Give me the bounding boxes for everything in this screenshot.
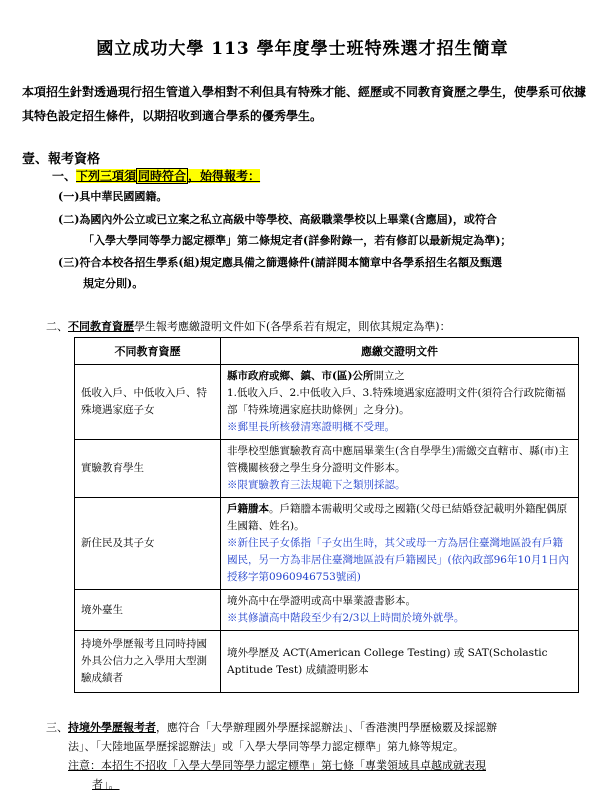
section2-prefix: 二、 [46, 320, 68, 333]
row3-doc-name: 戶籍謄本 [227, 503, 269, 515]
section3-note-line2: 者」。 [92, 778, 120, 791]
row4-detail: 境外高中在學證明或高中畢業證書影本。 [227, 595, 416, 607]
item3-line2: 規定分則)。 [83, 277, 144, 290]
row4-note: ※其修讀高中階段至少有2/3以上時間於境外就學。 [227, 612, 465, 624]
table-row [75, 590, 579, 631]
row3-note: ※新住民子女係指「子女出生時，其父或母一方為居住臺灣地區設有戶籍國民，另一方為非居住臺灣地區設有戶籍國民」(依內政部96年10月1日內授移字第0960946753號函) [227, 537, 569, 583]
table-row [75, 440, 579, 498]
row5-documents: 境外學歷及 ACT(American College Testing) 或 SAT(Scholastic Aptitude Test) 成績證明影本 [221, 631, 579, 693]
item2-line2: 「入學大學同等學力認定標準」第二條規定者(詳參附錄一，若有修訂以最新規定為準)； [83, 234, 512, 247]
table-row [75, 498, 579, 590]
item2-line1: (二)為國內外公立或已立案之私立高級中等學校、高級職業學校以上畢業(含應屆)，或符合 [58, 213, 497, 226]
section3 [46, 718, 594, 794]
row4-documents [221, 590, 579, 631]
sub1-boxed-text: 同時符合 [138, 169, 187, 183]
row3-detail: 。戶籍謄本需載明父或母之國籍(父母已結婚登記載明外籍配偶原生國籍、姓名)。 [227, 503, 568, 532]
section3-text-line2: 法」、「大陸地區學歷採認辦法」或「入學大學同等學力認定標準」第九條等規定。 [68, 740, 464, 753]
row1-category: 低收入戶、中低收入戶、特殊境遇家庭子女 [75, 365, 221, 440]
sub1-highlight [76, 169, 260, 183]
row5-category: 持境外學歷報考且同時持國外具公信力之入學用大型測驗成績者 [75, 631, 221, 693]
table-header-row [75, 338, 579, 365]
documents-table [74, 337, 579, 693]
section3-note-line1: 注意：本招生不招收「入學大學同等學力認定標準」第七條「專業領域具卓越成就表現 [68, 759, 486, 772]
table-header-col2: 應繳交證明文件 [221, 338, 579, 365]
section3-text-line1: ，應符合「大學辦理國外學歷採認辦法」、「香港澳門學歷檢覈及採認辦 [156, 721, 497, 734]
row2-detail: 非學校型態實驗教育高中應屆畢業生(含自學學生)需繳交直轄市、縣(市)主管機關核發之學生身分證明文件影本。 [227, 445, 569, 474]
sub1-part-a: 下列三項須 [76, 169, 137, 183]
requirement-item-3 [58, 252, 586, 294]
row3-documents [221, 498, 579, 590]
row1-note: ※郵里長所核發清寒證明概不受理。 [227, 421, 395, 433]
section2-text: 學生報考應繳證明文件如下(各學系若有規定，則依其規定為準)： [134, 320, 451, 333]
row2-documents [221, 440, 579, 498]
requirement-item-1: (一)具中華民國國籍。 [58, 190, 168, 203]
sub1-part-b: ，始得報考： [188, 169, 261, 183]
section1-heading: 壹、報考資格 [22, 152, 101, 167]
row3-category: 新住民及其子女 [75, 498, 221, 590]
table-header-col1: 不同教育資歷 [75, 338, 221, 365]
table-row [75, 631, 579, 693]
row2-category: 實驗教育學生 [75, 440, 221, 498]
page-title: 國立成功大學 113 學年度學士班特殊選才招生簡章 [96, 39, 509, 59]
section1-sub1 [52, 167, 260, 184]
row4-category: 境外臺生 [75, 590, 221, 631]
intro-paragraph: 本項招生針對透過現行招生管道入學相對不利但具有特殊才能、經歷或不同教育資歷之學生，使學系可依據其特色設定招生條件，以期招收到適合學系的優秀學生。 [22, 85, 587, 123]
row1-issuer: 縣市政府或鄉、鎮、市(區)公所 [227, 370, 374, 382]
row1-issued: 開立之 [373, 370, 405, 382]
row1-detail: 1.低收入戶、2.中低收入戶、3.特殊境遇家庭證明文件(須符合行政院衛福部「特殊境遇家庭扶助條例」之身分)。 [227, 387, 566, 416]
sub1-prefix: 一、 [52, 169, 77, 183]
item3-line1: (三)符合本校各招生學系(組)規定應具備之篩選條件(請詳閱本簡章中各學系招生名額及甄選 [58, 256, 503, 269]
row1-documents [221, 365, 579, 440]
section2-label: 不同教育資歷 [68, 320, 134, 333]
table-row [75, 365, 579, 440]
row2-note: ※限實驗教育三法規範下之類別採認。 [227, 479, 406, 491]
section3-label: 持境外學歷報考者 [68, 721, 156, 734]
requirement-item-2 [58, 209, 586, 251]
section2-intro [46, 318, 591, 334]
section3-prefix: 三、 [46, 721, 68, 734]
